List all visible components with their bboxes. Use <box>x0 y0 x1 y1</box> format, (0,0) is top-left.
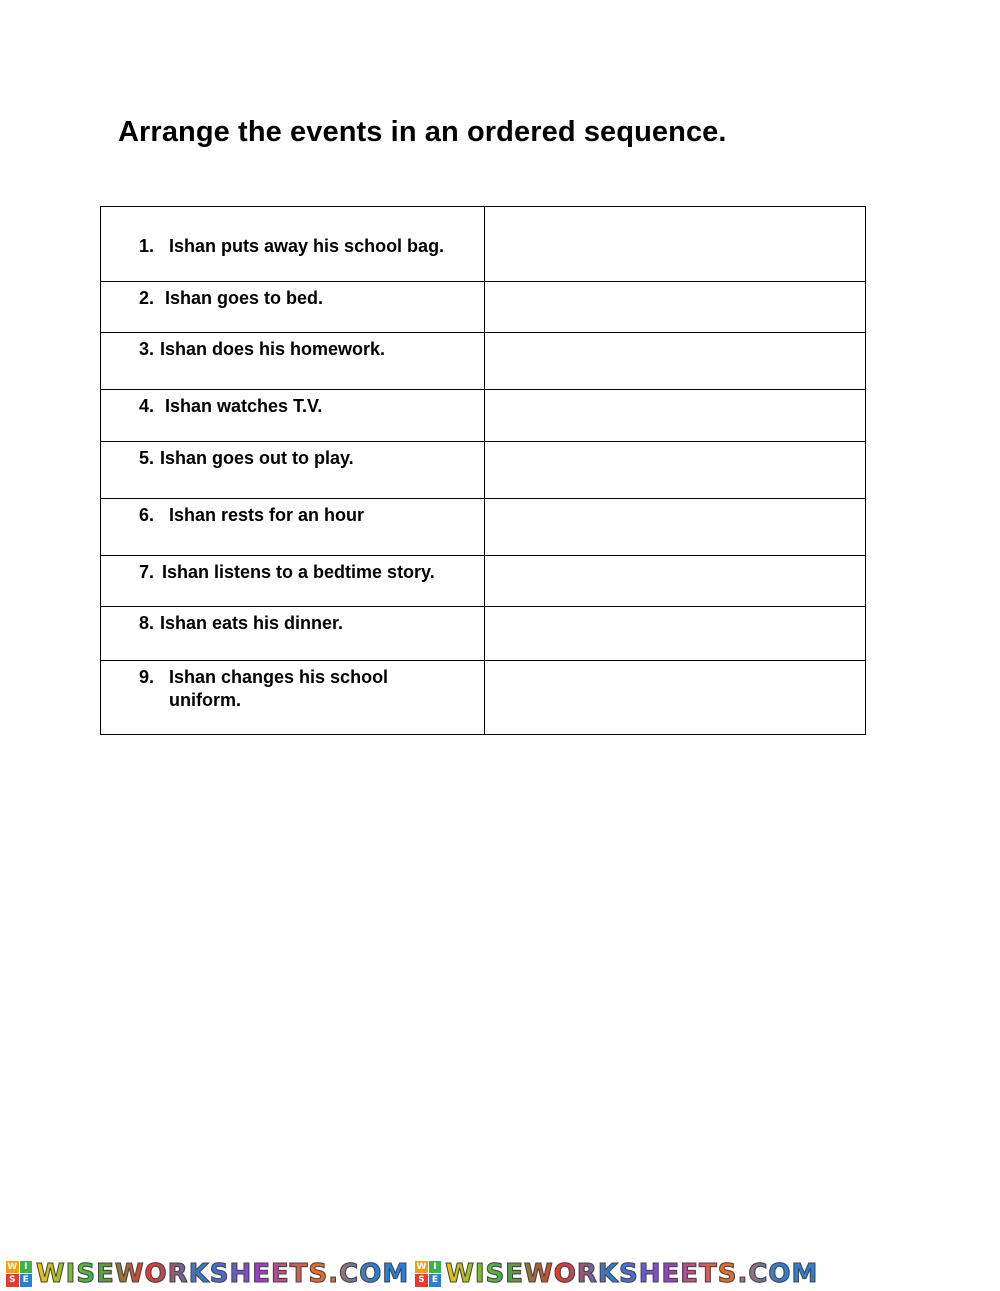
answer-cell[interactable] <box>485 442 866 499</box>
event-number: 4. <box>139 396 155 416</box>
event-number: 8. <box>139 613 155 633</box>
event-text: Ishan puts away his school bag. <box>169 236 445 256</box>
answer-cell[interactable] <box>485 556 866 607</box>
answer-cell[interactable] <box>485 207 866 282</box>
event-cell <box>101 499 485 556</box>
event-number: 1. <box>139 236 155 256</box>
footer-banner <box>0 1256 1000 1291</box>
event-cell <box>101 207 485 282</box>
event-number: 6. <box>139 505 155 525</box>
table-row <box>101 607 866 661</box>
table-row <box>101 499 866 556</box>
brand-logo-icon: W I S E <box>415 1261 441 1287</box>
table-row <box>101 207 866 282</box>
event-text: Ishan eats his dinner. <box>160 613 344 633</box>
event-text: Ishan watches T.V. <box>165 396 323 416</box>
worksheet-title: Arrange the events in an ordered sequence. <box>118 116 727 148</box>
event-number: 7. <box>139 562 155 582</box>
event-number: 9. <box>139 667 155 687</box>
table-row <box>101 556 866 607</box>
event-text: Ishan rests for an hour <box>169 505 365 525</box>
table-row <box>101 390 866 442</box>
event-cell <box>101 390 485 442</box>
event-cell <box>101 607 485 661</box>
event-cell <box>101 442 485 499</box>
brand-logo-icon: W I S E <box>6 1261 32 1287</box>
event-number: 5. <box>139 448 155 468</box>
answer-cell[interactable] <box>485 333 866 390</box>
answer-cell[interactable] <box>485 499 866 556</box>
answer-cell[interactable] <box>485 607 866 661</box>
event-text: Ishan listens to a bedtime story. <box>162 562 435 582</box>
event-text: Ishan goes to bed. <box>165 288 324 308</box>
brand-mark <box>415 1259 818 1289</box>
sequence-table <box>100 206 866 735</box>
event-cell <box>101 333 485 390</box>
event-number: 3. <box>139 339 155 359</box>
event-text: Ishan does his homework. <box>160 339 386 359</box>
brand-mark <box>6 1259 409 1289</box>
event-cell <box>101 661 485 735</box>
brand-text: WISEWORKSHEETS.COM <box>445 1258 819 1289</box>
answer-cell[interactable] <box>485 282 866 333</box>
event-text: Ishan changes his school uniform. <box>169 667 389 710</box>
table-row <box>101 333 866 390</box>
brand-text: WISEWORKSHEETS.COM <box>36 1258 410 1289</box>
table-row <box>101 282 866 333</box>
event-cell <box>101 556 485 607</box>
table-row <box>101 661 866 735</box>
answer-cell[interactable] <box>485 661 866 735</box>
event-number: 2. <box>139 288 155 308</box>
event-cell <box>101 282 485 333</box>
table-row <box>101 442 866 499</box>
answer-cell[interactable] <box>485 390 866 442</box>
event-text: Ishan goes out to play. <box>160 448 354 468</box>
